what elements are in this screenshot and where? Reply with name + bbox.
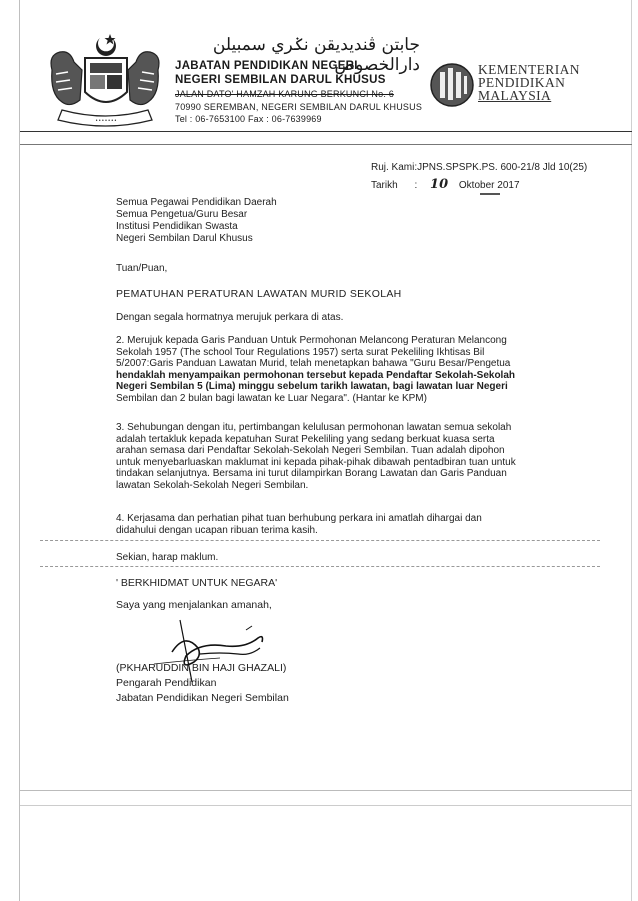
- paragraph-4: [116, 513, 576, 536]
- ministry-name-3: MALAYSIA: [478, 88, 552, 103]
- svg-text:• • • • • • •: • • • • • • •: [95, 118, 117, 124]
- paragraph-3-line: arahan semasa dari Pendaftar Sekolah-Sekolah Negeri Sembilan. Tuan adalah dipohon: [116, 445, 505, 456]
- ministry-name-1: KEMENTERIAN: [478, 62, 580, 77]
- paragraph-4-line: 4. Kerjasama dan perhatian pihat tuan berhubung perkara ini amatlah dihargai dan: [116, 513, 482, 524]
- paragraph-3-line: untuk menyebarluaskan maklumat ini kepada pihak-pihak dibawah pentadbiran tuan untuk: [116, 456, 516, 468]
- date-month-year: Oktober 2017: [458, 180, 520, 191]
- signatory-name: (PKHARUDDIN BIN HAJI GHAZALI): [116, 662, 287, 674]
- date-colon: :: [414, 180, 418, 191]
- letterhead-phone-fax: Tel : 06-7653100 Fax : 06-7639969: [175, 114, 322, 124]
- letterhead-address-1: JALAN DATO' HAMZAH KARUNG BERKUNCI No. 6: [175, 89, 394, 99]
- paragraph-3-line: tindakan selanjutnya. Bersama ini turut dilampirkan Borang Lawatan dan Garis Panduan: [116, 468, 507, 479]
- subject: PEMATUHAN PERATURAN LAWATAN MURID SEKOLAH: [116, 288, 402, 300]
- scan-artifact-line: [20, 805, 632, 806]
- paragraph-2-line: Sekolah 1957 (The school Tour Regulations 1957) serta surat Pekeliling Ikhtisas Bil: [116, 346, 485, 358]
- scan-artifact-dash: [40, 540, 600, 541]
- recipient-line-4: Negeri Sembilan Darul Khusus: [116, 233, 253, 244]
- paragraph-2-line: 2. Merujuk kepada Garis Panduan Untuk Permohonan Melancong Peraturan Melancong: [116, 335, 507, 346]
- letterhead-rule-bottom: [20, 144, 632, 145]
- date-day-handwritten: 10: [430, 177, 449, 192]
- letterhead-line-1: JABATAN PENDIDIKAN NEGERI: [175, 60, 358, 72]
- state-crest: [40, 30, 170, 130]
- paragraph-4-line: didahului dengan ucapan ribuan terima kasih.: [116, 524, 318, 536]
- recipient-line-2: Semua Pengetua/Guru Besar: [116, 209, 248, 220]
- ministry-logo: [428, 62, 476, 108]
- scan-edge-left: [19, 0, 20, 901]
- reference-number: Ruj. Kami:JPNS.SPSPK.PS. 600-21/8 Jld 10(25): [371, 162, 588, 173]
- paragraph-3: [116, 422, 576, 491]
- scan-artifact-line: [20, 790, 632, 791]
- paragraph-2-line: Sembilan dan 2 bulan bagi lawatan ke Luar Negara". (Hantar ke KPM): [116, 392, 427, 404]
- paragraph-2-line: Negeri Sembilan 5 (Lima) minggu sebelum tarikh lawatan, bagi lawatan luar Negeri: [116, 381, 508, 392]
- letterhead-line-2: NEGERI SEMBILAN DARUL KHUSUS: [175, 74, 386, 86]
- trust-line: Saya yang menjalankan amanah,: [116, 599, 272, 611]
- letterhead-address-2: 70990 SEREMBAN, NEGERI SEMBILAN DARUL KHUSUS: [175, 102, 423, 112]
- paragraph-2-line: 5/2007:Garis Panduan Lawatan Murid, telah menetapkan bahawa "Guru Besar/Pengetua: [116, 358, 511, 369]
- paragraph-2-line: hendaklah menyampaikan permohonan tersebut kepada Pendaftar Sekolah-Sekolah: [116, 369, 516, 381]
- paragraph-3-line: 3. Sehubungan dengan itu, pertimbangan kelulusan permohonan lawatan semua sekolah: [116, 422, 512, 433]
- paragraph-3-line: lawatan Sekolah-Sekolah Negeri Sembilan.: [116, 479, 309, 491]
- date-label: Tarikh: [371, 180, 398, 191]
- paragraph-2: [116, 335, 576, 404]
- jawi-title: جابتن ڤنديديقن نݢري سمبيلن دارالخصوص: [212, 35, 420, 75]
- ministry-name-2: PENDIDIKAN: [478, 75, 566, 90]
- opening-line: Dengan segala hormatnya merujuk perkara di atas.: [116, 312, 344, 323]
- signatory-title: Pengarah Pendidikan: [116, 677, 217, 689]
- motto: ' BERKHIDMAT UNTUK NEGARA': [116, 577, 278, 589]
- scan-artifact-dash: [40, 566, 600, 567]
- date-mark: [480, 193, 500, 195]
- signatory-department: Jabatan Pendidikan Negeri Sembilan: [116, 692, 289, 704]
- letterhead-rule-top: [20, 131, 632, 132]
- paragraph-3-line: adalah tertakluk kepada kepatuhan Surat Pekeliling yang sedang berkuat kuasa serta: [116, 433, 495, 445]
- recipient-line-3: Institusi Pendidikan Swasta: [116, 221, 238, 232]
- date-row: [371, 179, 520, 192]
- closing-line: Sekian, harap maklum.: [116, 552, 219, 563]
- scan-edge-right: [631, 0, 632, 901]
- recipient-line-1: Semua Pegawai Pendidikan Daerah: [116, 197, 277, 208]
- salutation: Tuan/Puan,: [116, 263, 168, 274]
